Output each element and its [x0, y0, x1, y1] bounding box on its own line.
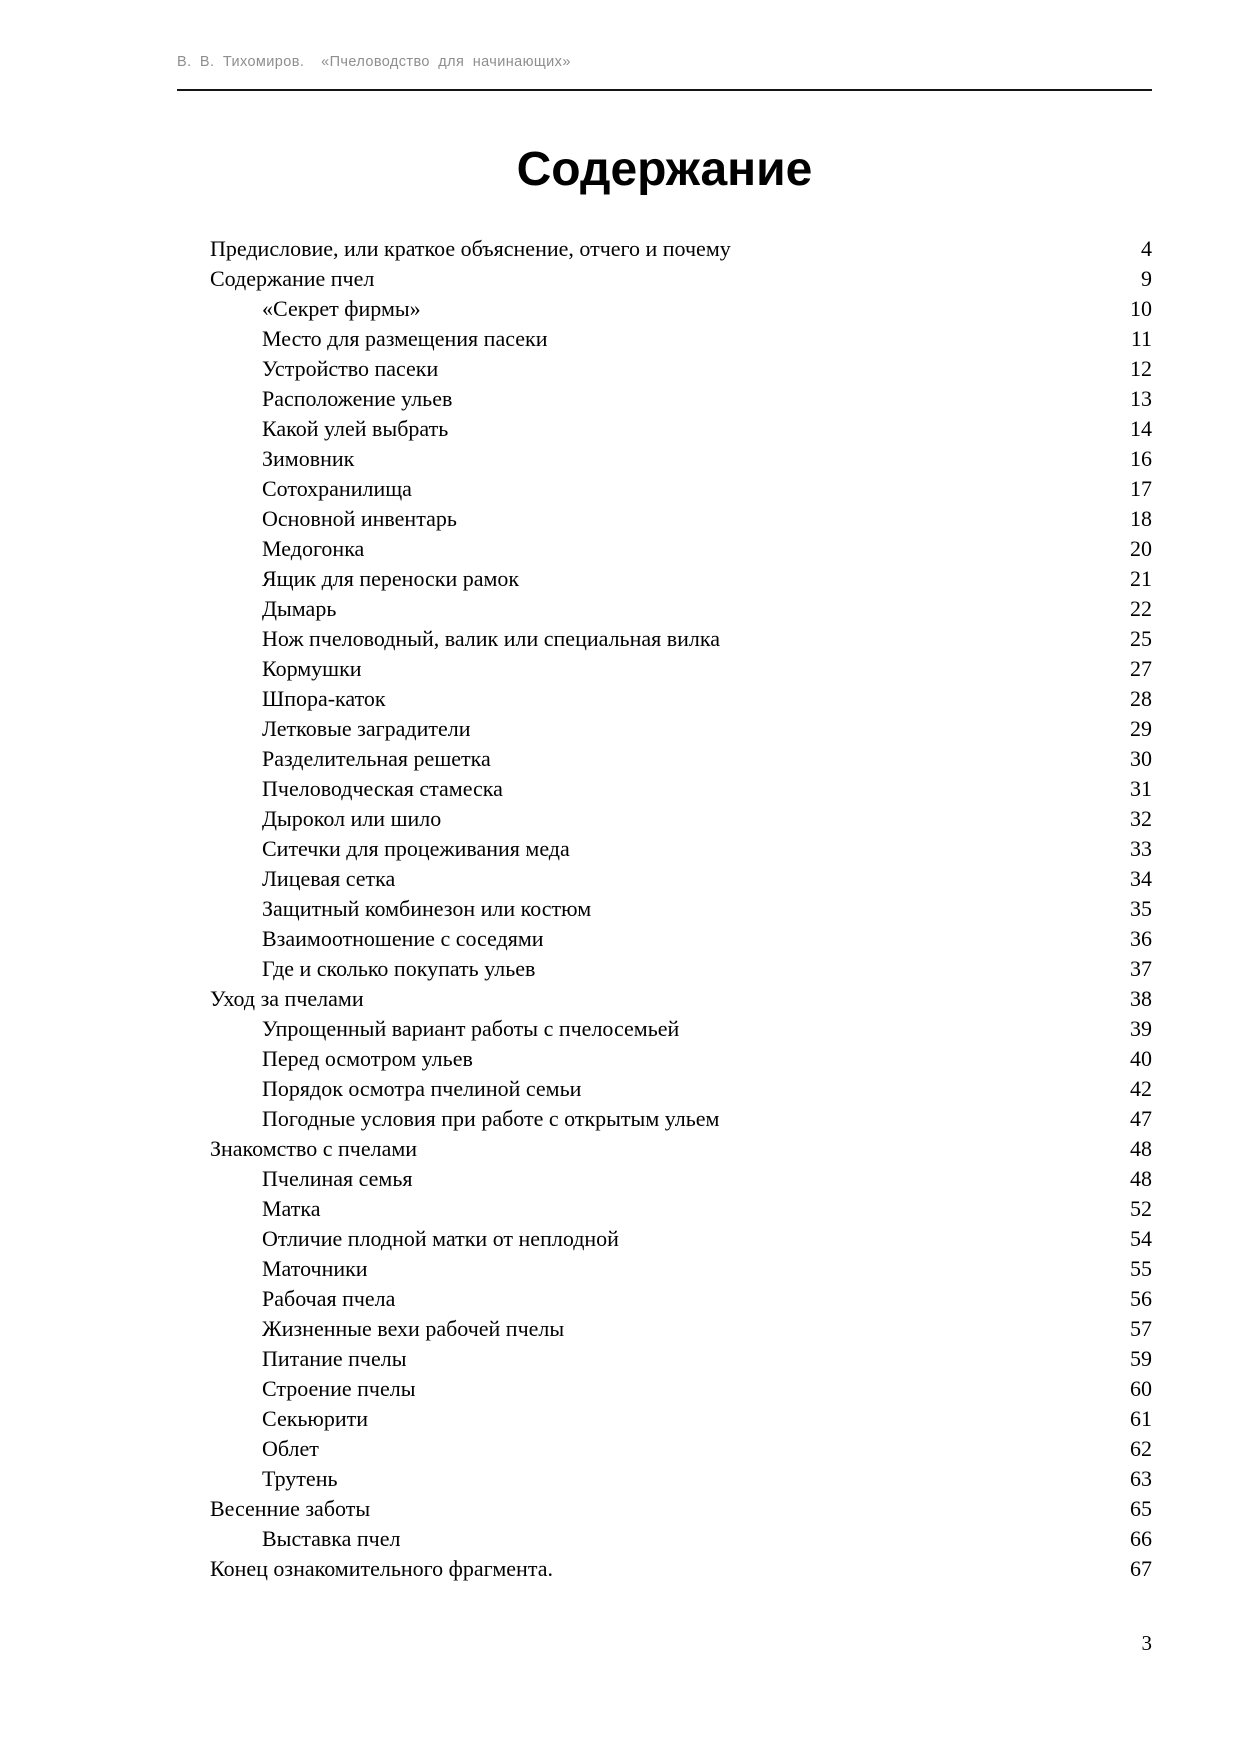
- toc-entry-page-number: 40: [1130, 1046, 1152, 1071]
- toc-entry-page-number: 35: [1130, 896, 1152, 921]
- toc-entry: [177, 1254, 1152, 1284]
- toc-entry: [177, 1074, 1152, 1104]
- toc-entry: [177, 474, 1152, 504]
- toc-entry-page-number: 60: [1130, 1376, 1152, 1401]
- toc-entry-page-number: 48: [1130, 1136, 1152, 1161]
- toc-entry-page-number: 34: [1130, 866, 1152, 891]
- toc-entry: [177, 354, 1152, 384]
- toc-entry-page-number: 59: [1130, 1346, 1152, 1371]
- toc-entry: [177, 1374, 1152, 1404]
- footer-page-number: 3: [1141, 1631, 1152, 1655]
- toc-entry-page-number: 62: [1130, 1436, 1152, 1461]
- toc-entry-title: Лицевая сетка: [262, 866, 396, 891]
- toc-entry-page-number: 65: [1130, 1496, 1152, 1521]
- toc-entry: [177, 834, 1152, 864]
- toc-entry-title: Секьюрити: [262, 1406, 369, 1431]
- toc-entry-page-number: 20: [1130, 536, 1152, 561]
- toc-entry: [177, 384, 1152, 414]
- toc-entry-title: Маточники: [262, 1256, 368, 1281]
- toc-entry: [177, 594, 1152, 624]
- toc-entry-title: Знакомство с пчелами: [210, 1136, 418, 1161]
- toc-entry: [177, 234, 1152, 264]
- toc-entry-title: Защитный комбинезон или костюм: [262, 896, 592, 921]
- toc-entry-page-number: 29: [1130, 716, 1152, 741]
- toc-entry-title: Строение пчелы: [262, 1376, 416, 1401]
- toc-entry: [177, 264, 1152, 294]
- running-header: В. В. Тихомиров. «Пчеловодство для начинающих»: [177, 54, 571, 70]
- toc-entry-page-number: 13: [1130, 386, 1152, 411]
- toc-entry-page-number: 16: [1130, 446, 1152, 471]
- toc-entry-page-number: 18: [1130, 506, 1152, 531]
- toc-entry-title: Порядок осмотра пчелиной семьи: [262, 1076, 582, 1101]
- toc-entry-page-number: 25: [1130, 626, 1152, 651]
- toc-entry-page-number: 32: [1130, 806, 1152, 831]
- toc-entry: [177, 924, 1152, 954]
- toc-entry-title: Основной инвентарь: [262, 506, 457, 531]
- toc-entry-title: Облет: [262, 1436, 319, 1461]
- toc-entry-title: Кормушки: [262, 656, 362, 681]
- toc-entry: [177, 1524, 1152, 1554]
- toc-entry-page-number: 67: [1130, 1556, 1152, 1581]
- toc-entry-title: Ящик для переноски рамок: [262, 566, 520, 591]
- toc-entry: [177, 684, 1152, 714]
- toc-entry-page-number: 57: [1130, 1316, 1152, 1341]
- toc-entry: [177, 894, 1152, 924]
- toc-entry-page-number: 55: [1130, 1256, 1152, 1281]
- toc-entry-title: Разделительная решетка: [262, 746, 491, 771]
- toc-entry-page-number: 27: [1130, 656, 1152, 681]
- toc-entry-page-number: 28: [1130, 686, 1152, 711]
- toc-entry-title: Расположение ульев: [262, 386, 453, 411]
- toc-entry-title: Питание пчелы: [262, 1346, 407, 1371]
- toc-entry-title: Весенние заботы: [210, 1496, 371, 1521]
- toc-entry-title: Перед осмотром ульев: [262, 1046, 473, 1071]
- toc-entry: [177, 1494, 1152, 1524]
- toc-entry-title: Медогонка: [262, 536, 365, 561]
- toc-entry-page-number: 4: [1141, 236, 1152, 261]
- toc-entry-title: Пчеловодческая стамеска: [262, 776, 503, 801]
- toc-entry-page-number: 12: [1130, 356, 1152, 381]
- toc-entry: [177, 1284, 1152, 1314]
- toc-entry-title: Упрощенный вариант работы с пчелосемьей: [262, 1016, 680, 1041]
- toc-entry: [177, 1194, 1152, 1224]
- toc-entry-page-number: 48: [1130, 1166, 1152, 1191]
- toc-entry: [177, 414, 1152, 444]
- toc-entry: [177, 1344, 1152, 1374]
- toc-entry: [177, 954, 1152, 984]
- toc-entry-title: Содержание пчел: [210, 266, 375, 291]
- toc-entry-title: Сотохранилища: [262, 476, 412, 501]
- toc-entry-page-number: 61: [1130, 1406, 1152, 1431]
- toc-entry: [177, 1554, 1152, 1584]
- table-of-contents: [177, 234, 1152, 1584]
- toc-entry: [177, 444, 1152, 474]
- toc-entry-title: «Секрет фирмы»: [262, 296, 421, 321]
- toc-entry: [177, 1104, 1152, 1134]
- toc-entry-page-number: 30: [1130, 746, 1152, 771]
- toc-entry: [177, 1314, 1152, 1344]
- toc-entry-title: Рабочая пчела: [262, 1286, 396, 1311]
- header-divider-line: [177, 89, 1152, 91]
- toc-entry-page-number: 11: [1130, 326, 1152, 351]
- toc-entry-title: Где и сколько покупать ульев: [262, 956, 536, 981]
- toc-entry-title: Дырокол или шило: [262, 806, 442, 831]
- toc-entry-page-number: 38: [1130, 986, 1152, 1011]
- page-title: Содержание: [516, 143, 813, 196]
- toc-entry: [177, 1044, 1152, 1074]
- toc-entry-title: Дымарь: [262, 596, 337, 621]
- toc-entry-title: Трутень: [262, 1466, 338, 1491]
- toc-entry: [177, 564, 1152, 594]
- toc-entry-page-number: 17: [1130, 476, 1152, 501]
- toc-entry-page-number: 31: [1130, 776, 1152, 801]
- toc-entry: [177, 774, 1152, 804]
- toc-entry-page-number: 42: [1130, 1076, 1152, 1101]
- toc-entry: [177, 324, 1152, 354]
- toc-entry-page-number: 66: [1130, 1526, 1152, 1551]
- toc-entry-title: Взаимоотношение с соседями: [262, 926, 544, 951]
- toc-entry-page-number: 52: [1130, 1196, 1152, 1221]
- toc-entry-page-number: 54: [1130, 1226, 1152, 1251]
- toc-entry: [177, 744, 1152, 774]
- toc-entry: [177, 1434, 1152, 1464]
- toc-entry: [177, 804, 1152, 834]
- toc-entry-title: Конец ознакомительного фрагмента.: [210, 1556, 553, 1581]
- toc-entry-title: Жизненные вехи рабочей пчелы: [262, 1316, 565, 1341]
- toc-entry: [177, 1164, 1152, 1194]
- toc-entry-page-number: 47: [1130, 1106, 1152, 1131]
- toc-entry: [177, 1014, 1152, 1044]
- toc-entry-title: Летковые заградители: [262, 716, 471, 741]
- toc-entry: [177, 294, 1152, 324]
- toc-entry-title: Отличие плодной матки от неплодной: [262, 1226, 619, 1251]
- toc-entry-page-number: 22: [1130, 596, 1152, 621]
- toc-entry-title: Какой улей выбрать: [262, 416, 449, 441]
- toc-entry-page-number: 33: [1130, 836, 1152, 861]
- toc-entry-title: Устройство пасеки: [262, 356, 439, 381]
- toc-entry-title: Место для размещения пасеки: [262, 326, 548, 351]
- toc-entry: [177, 864, 1152, 894]
- toc-entry-page-number: 37: [1130, 956, 1152, 981]
- toc-entry-page-number: 14: [1130, 416, 1152, 441]
- toc-entry: [177, 1134, 1152, 1164]
- toc-entry-title: Предисловие, или краткое объяснение, отчего и почему: [210, 236, 731, 261]
- toc-entry-title: Погодные условия при работе с открытым ульем: [262, 1106, 720, 1131]
- toc-entry-page-number: 39: [1130, 1016, 1152, 1041]
- toc-entry: [177, 654, 1152, 684]
- toc-entry-page-number: 56: [1130, 1286, 1152, 1311]
- toc-entry: [177, 624, 1152, 654]
- toc-entry: [177, 984, 1152, 1014]
- toc-entry-title: Ситечки для процеживания меда: [262, 836, 570, 861]
- toc-entry-page-number: 36: [1130, 926, 1152, 951]
- toc-entry-title: Матка: [262, 1196, 321, 1221]
- toc-entry: [177, 1404, 1152, 1434]
- toc-entry-page-number: 9: [1141, 266, 1152, 291]
- toc-entry: [177, 504, 1152, 534]
- toc-entry: [177, 534, 1152, 564]
- toc-entry: [177, 1224, 1152, 1254]
- toc-entry-title: Пчелиная семья: [262, 1166, 413, 1191]
- toc-entry-title: Выставка пчел: [262, 1526, 401, 1551]
- toc-entry-page-number: 10: [1130, 296, 1152, 321]
- toc-entry: [177, 714, 1152, 744]
- toc-entry-page-number: 63: [1130, 1466, 1152, 1491]
- toc-entry-page-number: 21: [1130, 566, 1152, 591]
- toc-entry-title: Зимовник: [262, 446, 355, 471]
- toc-entry-title: Нож пчеловодный, валик или специальная вилка: [262, 626, 721, 651]
- toc-entry-title: Шпора-каток: [262, 686, 386, 711]
- toc-entry-title: Уход за пчелами: [210, 986, 364, 1011]
- toc-entry: [177, 1464, 1152, 1494]
